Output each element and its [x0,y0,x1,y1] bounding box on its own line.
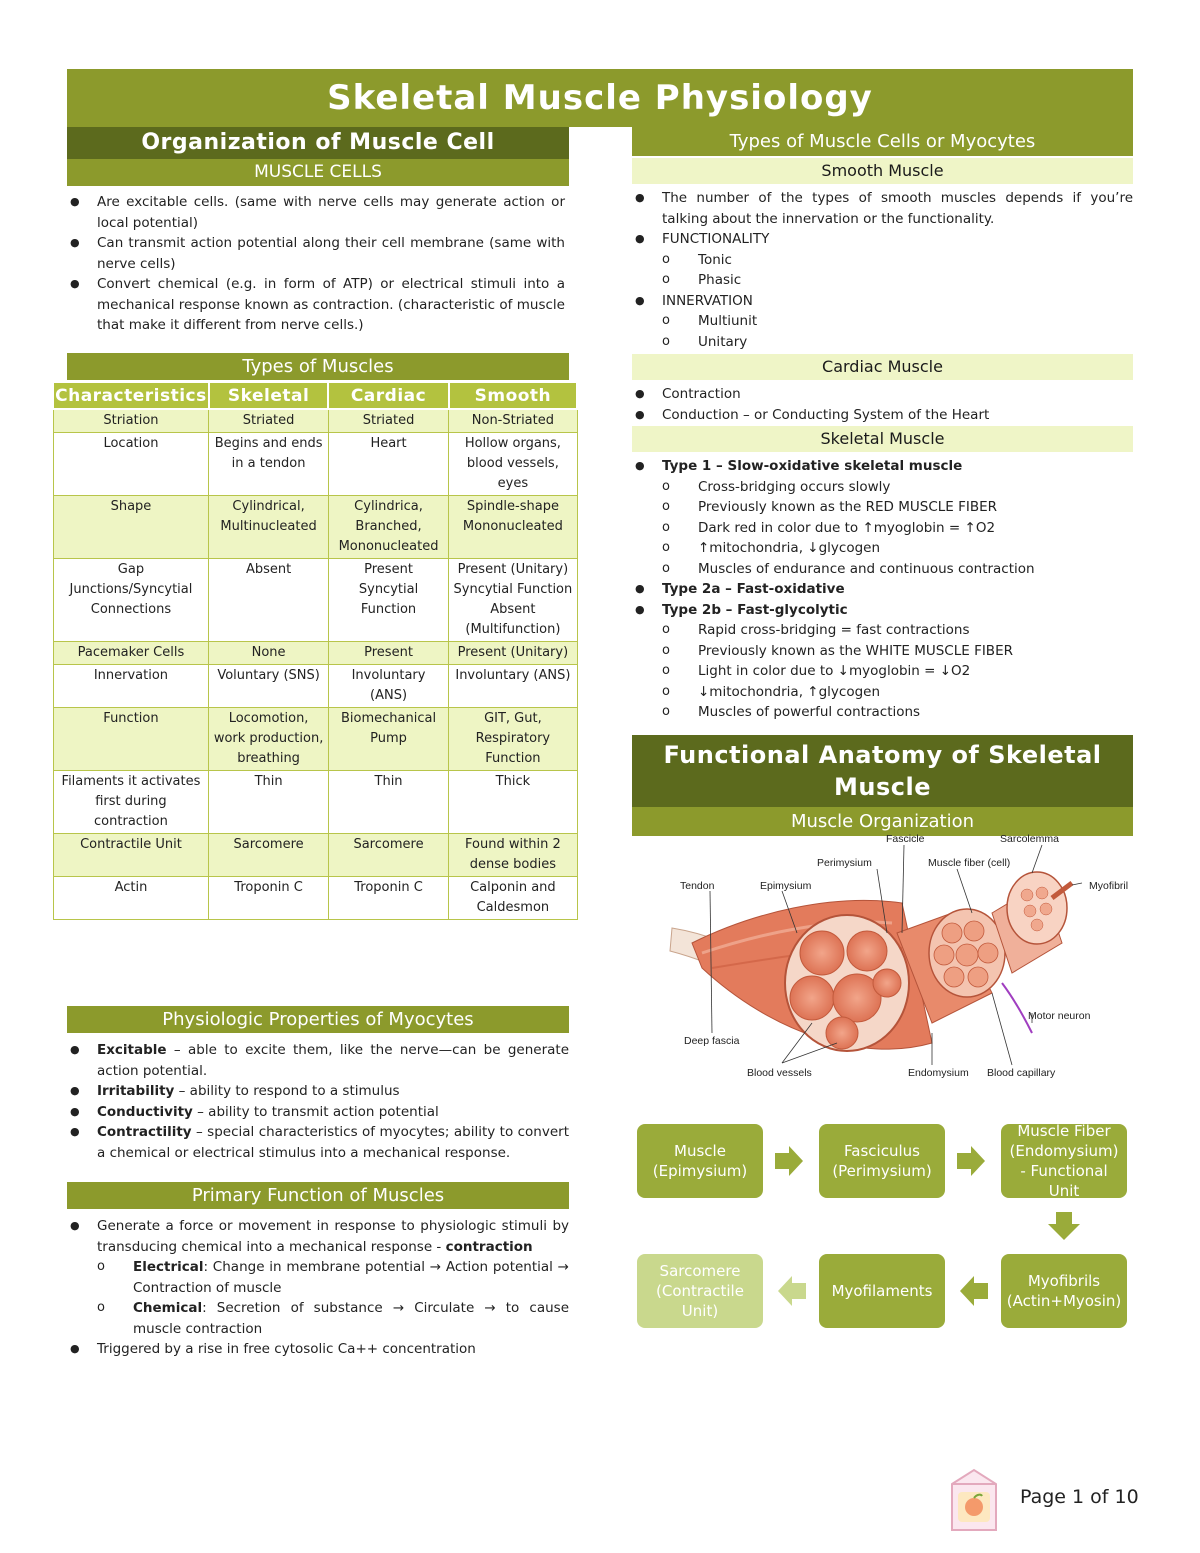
label-motor-neuron: Motor neuron [1028,1010,1091,1022]
table-row [53,559,577,642]
table-cell: Spindle-shape Mononucleated [449,496,577,559]
sub-item: o Light in color due to ↓myoglobin = ↓O2 [662,661,1133,682]
sub-item: o Muscles of endurance and continuous contraction [662,559,1133,580]
table-row [53,708,577,771]
text: FUNCTIONALITY [662,231,770,247]
table-cell: Sarcomere [209,834,328,877]
list-item [67,1040,569,1081]
sub-item [97,1298,569,1339]
table-cell: Non-Striated [449,409,577,433]
label-blood-capillary: Blood capillary [987,1067,1056,1079]
muscle-cells-subheading: MUSCLE CELLS [67,159,569,186]
label-muscle-fiber: Muscle fiber (cell) [928,857,1011,869]
definition: – able to excite them, like the nerve—can be generate action potential. [97,1042,569,1079]
label-perimysium: Perimysium [817,857,872,869]
table-cell: Innervation [53,665,209,708]
term: Electrical [133,1259,204,1275]
muscle-anatomy-illustration [632,833,1133,1083]
table-cell: Involuntary (ANS) [328,665,449,708]
smooth-heading: Smooth Muscle [632,158,1133,184]
flow-box-myofilaments: Myofilaments [819,1254,945,1328]
list-item [67,1081,569,1102]
types-of-muscles-heading: Types of Muscles [67,353,569,380]
page-title: Skeletal Muscle Physiology [67,69,1133,127]
primary-function-section [67,1182,569,1360]
table-cell: Filaments it activates first during contraction [53,771,209,834]
table-header-row [53,382,577,409]
table-cell: Locomotion, work production, breathing [209,708,328,771]
list-item: ● Convert chemical (e.g. in form of ATP) or electrical stimuli into a mechanical response known as contraction. (characteristic of muscle that make it different from nerve cells.) [67,274,565,336]
table-cell: Actin [53,877,209,920]
term: Type 2b – Fast-glycolytic [662,601,848,618]
list-item: ● Triggered by a rise in free cytosolic Ca++ concentration [67,1339,569,1360]
table-cell: Hollow organs, blood vessels, eyes [449,433,577,496]
term: Irritability [97,1083,175,1099]
term: Type 2a – Fast-oxidative [662,581,845,597]
table-cell: Thin [209,771,328,834]
sub-list [662,620,1133,723]
header-skeletal: Skeletal [209,382,328,409]
label-deep-fascia: Deep fascia [684,1035,740,1047]
term: contraction [445,1238,533,1255]
list-item [632,600,1133,723]
table-cell: Begins and ends in a tendon [209,433,328,496]
flow-box-muscle-fiber: Muscle Fiber (Endomysium) - Functional Unit [1001,1124,1127,1198]
page-number: Page 1 of 10 [1020,1486,1139,1508]
table-cell: Pacemaker Cells [53,642,209,665]
sub-item: o Previously known as the WHITE MUSCLE FIBER [662,641,1133,662]
label-blood-vessels: Blood vessels [747,1067,812,1079]
sub-item [97,1257,569,1298]
label-sarcolemma: Sarcolemma [1000,833,1059,845]
cardiac-heading: Cardiac Muscle [632,354,1133,380]
sub-item: o Muscles of powerful contractions [662,702,1133,723]
sub-item: o Rapid cross-bridging = fast contractions [662,620,1133,641]
sub-item: o Tonic [662,250,1133,271]
types-of-muscles-table [52,381,578,920]
properties-heading: Physiologic Properties of Myocytes [67,1006,569,1033]
left-column [67,127,569,336]
list-item [632,456,1133,579]
table-cell: Shape [53,496,209,559]
skeletal-list [632,456,1133,723]
sub-list [97,1257,569,1339]
table-cell: Striation [53,409,209,433]
table-row [53,771,577,834]
text: Generate a force or movement in response to physiologic stimuli by transducing chemical into a mechanical response - [97,1218,569,1255]
table-row [53,409,577,433]
term: Type 1 – Slow-oxidative skeletal muscle [662,458,963,474]
cardiac-list [632,384,1133,425]
sub-list [662,250,1133,291]
table-cell: GIT, Gut, Respiratory Function [449,708,577,771]
arrow-left-icon [960,1276,988,1306]
sub-item: o Multiunit [662,311,1133,332]
right-column [632,127,1133,723]
label-epimysium: Epimysium [760,880,812,892]
sub-item: o Previously known as the RED MUSCLE FIBER [662,497,1133,518]
text: : Secretion of substance → Circulate → to cause muscle contraction [133,1300,569,1337]
table-cell: Gap Junctions/Syncytial Connections [53,559,209,642]
arrow-left-icon [778,1276,806,1306]
sub-item: o ↑mitochondria, ↓glycogen [662,538,1133,559]
smooth-list [632,188,1133,352]
list-item [632,229,1133,291]
table-cell: Thick [449,771,577,834]
list-item: ● Can transmit action potential along their cell membrane (same with nerve cells) [67,233,565,274]
table-cell: Voluntary (SNS) [209,665,328,708]
table-cell: Calponin and Caldesmon [449,877,577,920]
table-row [53,665,577,708]
table-cell: Present (Unitary) Syncytial Function Absent (Multifunction) [449,559,577,642]
table-cell: Striated [209,409,328,433]
sub-item: o Dark red in color due to ↑myoglobin = ↑O2 [662,518,1133,539]
table-cell: Present [328,642,449,665]
header-characteristics: Characteristics [53,382,209,409]
list-item [67,1216,569,1339]
table-cell: Involuntary (ANS) [449,665,577,708]
properties-section [67,1006,569,1163]
table-row [53,834,577,877]
table-cell: Absent [209,559,328,642]
org-heading: Organization of Muscle Cell [67,127,569,159]
term: Excitable [97,1042,167,1058]
text: : Change in membrane potential → Action potential → Contraction of muscle [133,1259,569,1296]
table-cell: Sarcomere [328,834,449,877]
table-cell: None [209,642,328,665]
milk-carton-icon [944,1466,1004,1534]
header-smooth: Smooth [449,382,577,409]
sub-list [662,311,1133,352]
functional-anatomy-heading: Functional Anatomy of Skeletal Muscle [632,735,1133,807]
term: Contractility [97,1124,192,1140]
flow-box-fasciculus: Fasciculus (Perimysium) [819,1124,945,1198]
text: INNERVATION [662,292,753,309]
list-item [67,1102,569,1123]
list-item [632,291,1133,353]
term: Conductivity [97,1103,193,1120]
term: Chemical [133,1300,203,1316]
table-row [53,433,577,496]
list-item: ● The number of the types of smooth muscles depends if you’re talking about the innervation or the functionality. [632,188,1133,229]
table-cell: Troponin C [209,877,328,920]
table-cell: Troponin C [328,877,449,920]
table-row [53,877,577,920]
arrow-down-icon [1048,1212,1080,1240]
label-fascicle: Fascicle [886,833,925,845]
muscle-organization-heading: Muscle Organization [632,807,1133,836]
table-cell: Striated [328,409,449,433]
arrow-right-icon [775,1146,803,1176]
sub-item: o Unitary [662,332,1133,353]
flow-box-myofibrils: Myofibrils (Actin+Myosin) [1001,1254,1127,1328]
table-cell: Present (Unitary) [449,642,577,665]
types-cells-heading: Types of Muscle Cells or Myocytes [632,127,1133,156]
table-row [53,642,577,665]
list-item: ● Conduction – or Conducting System of the Heart [632,405,1133,426]
table-cell: Present Syncytial Function [328,559,449,642]
list-item [632,579,1133,600]
label-myofibril: Myofibril [1089,880,1129,892]
table-cell: Location [53,433,209,496]
skeletal-heading: Skeletal Muscle [632,426,1133,452]
flow-box-sarcomere: Sarcomere (Contractile Unit) [637,1254,763,1328]
list-item [67,1122,569,1163]
label-endomysium: Endomysium [908,1067,969,1079]
table-cell: Biomechanical Pump [328,708,449,771]
table-cell: Function [53,708,209,771]
properties-list [67,1040,569,1163]
table-cell: Heart [328,433,449,496]
table-cell: Thin [328,771,449,834]
header-cardiac: Cardiac [328,382,449,409]
table-cell: Found within 2 dense bodies [449,834,577,877]
primary-function-list [67,1216,569,1360]
definition: – ability to respond to a stimulus [174,1083,400,1099]
table-row [53,496,577,559]
functional-anatomy-section [632,735,1133,836]
sub-list [662,477,1133,580]
table-cell: Contractile Unit [53,834,209,877]
definition: – ability to transmit action potential [192,1103,439,1120]
list-item: ● Are excitable cells. (same with nerve cells may generate action or local potential) [67,192,565,233]
label-tendon: Tendon [680,880,715,892]
table-cell: Cylindrica, Branched, Mononucleated [328,496,449,559]
sub-item: o Cross-bridging occurs slowly [662,477,1133,498]
definition: – special characteristics of myocytes; ability to convert a chemical or electrical stimulus into a mechanical response. [97,1124,569,1161]
muscle-cells-list [67,192,569,336]
sub-item: o Phasic [662,270,1133,291]
table-cell: Cylindrical, Multinucleated [209,496,328,559]
list-item: ● Contraction [632,384,1133,405]
arrow-right-icon [957,1146,985,1176]
sub-item: o ↓mitochondria, ↑glycogen [662,682,1133,703]
flow-box-muscle: Muscle (Epimysium) [637,1124,763,1198]
primary-function-heading: Primary Function of Muscles [67,1182,569,1209]
